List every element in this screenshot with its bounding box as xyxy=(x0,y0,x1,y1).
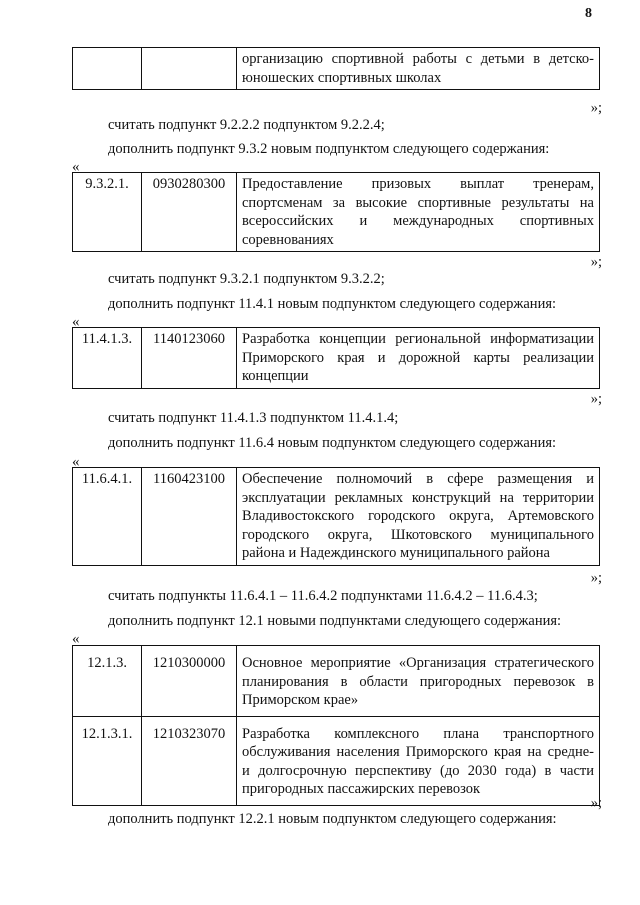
description-cell xyxy=(237,716,600,805)
code-cell xyxy=(142,48,237,90)
closing-quote: »; xyxy=(590,391,602,407)
code-cell: 1210300000 xyxy=(142,646,237,717)
paragraph: дополнить подпункт 11.6.4 новым подпунктом следующего содержания: xyxy=(108,435,557,451)
description-line: концепции xyxy=(242,368,309,384)
description-line: юношеских спортивных школах xyxy=(242,69,442,86)
table-11-6-4-1 xyxy=(72,467,600,566)
description-line: Предоставление призовых выплат тренерам, xyxy=(242,176,594,192)
description-line: района и Надеждинского муниципального района xyxy=(242,545,550,561)
page-number: 8 xyxy=(585,6,592,21)
description-line: Приморском крае» xyxy=(242,692,359,708)
item-number-cell: 11.4.1.3. xyxy=(73,328,142,389)
description-cell xyxy=(237,468,600,566)
table-11-4-1-3 xyxy=(72,327,600,389)
closing-quote: »; xyxy=(590,570,602,586)
description-line: Основное мероприятие «Организация стратегического xyxy=(242,655,594,671)
closing-quote: »; xyxy=(590,254,602,270)
description-cell xyxy=(237,328,600,389)
item-number-cell: 12.1.3.1. xyxy=(73,716,142,805)
description-line: спортсменам за высокие спортивные результаты на xyxy=(242,194,594,211)
opening-quote: « xyxy=(72,314,80,330)
table-12-1-3 xyxy=(72,645,600,806)
table-continuation xyxy=(72,47,600,90)
description-line: городского округа, Шкотовского муниципального xyxy=(242,526,594,543)
paragraph: считать подпункт 9.3.2.1 подпунктом 9.3.2.2; xyxy=(108,271,385,287)
table-9-3-2-1 xyxy=(72,172,600,252)
code-cell: 0930280300 xyxy=(142,173,237,252)
description-line: Обеспечение полномочий в сфере размещения и xyxy=(242,471,594,487)
item-number-cell: 11.6.4.1. xyxy=(73,468,142,566)
description-cell xyxy=(237,173,600,252)
description-line: Разработка комплексного плана транспортного xyxy=(242,725,594,742)
paragraph: дополнить подпункт 9.3.2 новым подпунктом следующего содержания: xyxy=(108,141,550,157)
description-line: планирования в области пригородных перевозок в xyxy=(242,673,594,690)
table-row xyxy=(73,328,600,389)
description-line: обслуживания населения Приморского края на средне- xyxy=(242,744,594,760)
description-cell xyxy=(237,646,600,717)
opening-quote: « xyxy=(72,454,80,470)
paragraph: дополнить подпункт 12.1 новыми подпунктами следующего содержания: xyxy=(108,613,562,629)
item-number-cell: 9.3.2.1. xyxy=(73,173,142,252)
paragraph: считать подпункт 9.2.2.2 подпунктом 9.2.2.4; xyxy=(108,117,385,133)
paragraph: дополнить подпункт 12.2.1 новым подпунктом следующего содержания: xyxy=(108,811,557,827)
description-line: Приморского края и дорожной карты реализации xyxy=(242,349,594,366)
item-number-cell xyxy=(73,48,142,90)
description-line: пригородных пассажирских перевозок xyxy=(242,781,481,797)
description-line: организацию спортивной работы с детьми в детско- xyxy=(242,51,594,67)
closing-quote: »; xyxy=(590,795,602,811)
table-row xyxy=(73,48,600,90)
description-line: соревнованиях xyxy=(242,231,334,248)
code-cell: 1140123060 xyxy=(142,328,237,389)
table-row xyxy=(73,646,600,717)
table-row xyxy=(73,173,600,252)
paragraph: дополнить подпункт 11.4.1 новым подпунктом следующего содержания: xyxy=(108,296,557,312)
description-cell xyxy=(237,48,600,90)
table-row xyxy=(73,716,600,805)
opening-quote: « xyxy=(72,631,80,647)
description-line: эксплуатации рекламных конструкций на территории xyxy=(242,489,594,506)
description-line: всероссийских и международных спортивных xyxy=(242,213,594,229)
description-line: и долгосрочную перспективу (до 2030 года) в части xyxy=(242,762,594,779)
paragraph: считать подпункт 11.4.1.3 подпунктом 11.4.1.4; xyxy=(108,410,399,426)
code-cell: 1210323070 xyxy=(142,716,237,805)
table-row xyxy=(73,468,600,566)
item-number-cell: 12.1.3. xyxy=(73,646,142,717)
closing-quote: »; xyxy=(590,100,602,116)
description-line: Владивостокского городского округа, Артемовского xyxy=(242,508,594,524)
opening-quote: « xyxy=(72,159,80,175)
description-line: Разработка концепции региональной информатизации xyxy=(242,331,594,347)
code-cell: 1160423100 xyxy=(142,468,237,566)
paragraph: считать подпункты 11.6.4.1 – 11.6.4.2 подпунктами 11.6.4.2 – 11.6.4.3; xyxy=(108,588,538,604)
